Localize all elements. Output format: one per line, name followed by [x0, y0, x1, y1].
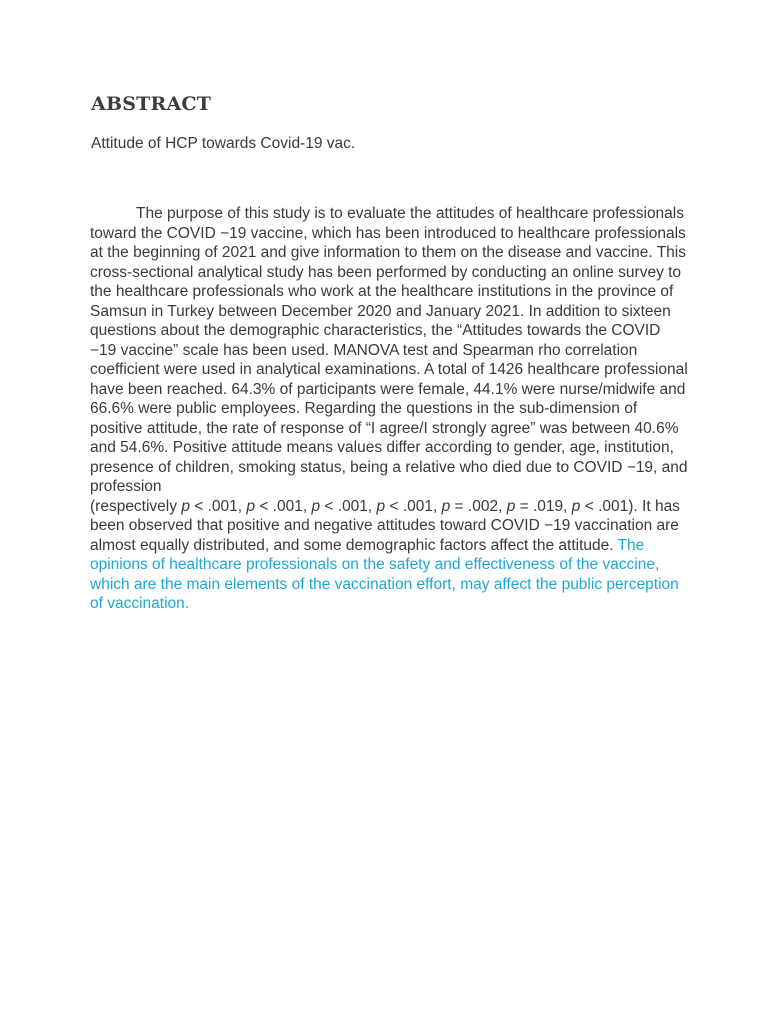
p-letter: p: [441, 497, 451, 515]
p-value-1: < .001,: [189, 497, 247, 515]
p-values-open: (respectively: [90, 497, 182, 515]
highlighted-text: The opinions of healthcare professionals on the safety and effectiveness of the vaccine, which are the main elements of the vaccination effort, may affect the public perception of vaccination.: [90, 536, 679, 612]
p-value-2: < .001,: [255, 497, 312, 515]
abstract-subtitle: Attitude of HCP towards Covid-19 vac.: [91, 135, 356, 152]
main-text: The purpose of this study is to evaluate the attitudes of healthcare professionals toward the COVID −19 vaccine, which has been introduced to healthcare professionals at the beginning of 2021 and give information to them on the disease and vaccine. This cross-sectional analytical study has been performed by conducting an online survey to the healthcare professionals who work at the healthcare institutions in the province of Samsun in Turkey between December 2020 and January 2021. In addition to sixteen questions about the demographic characteristics, the “Attitudes towards the COVID −19 vaccine” scale has been used. MANOVA test and Spearman rho correlation coefficient were used in analytical examinations. A total of 1426 healthcare professional have been reached. 64.3% of participants were female, 44.1% were nurse/midwife and 66.6% were public employees. Regarding the questions in the sub-dimension of positive attitude, the rate of response of “I agree/I strongly agree” was between 40.6% and 54.6%. Positive attitude means values differ according to gender, age, institution, presence of children, smoking status, being a relative who died due to COVID −19, and profession: [90, 205, 688, 495]
abstract-body: [90, 204, 690, 614]
after-text: It has been observed that positive and negative attitudes toward COVID −19 vaccination are almost equally distributed, and some demographic factors affect the attitude.: [90, 497, 680, 554]
p-letter: p: [246, 497, 256, 515]
p-letter: p: [506, 497, 516, 515]
p-value-7: < .001).: [580, 497, 638, 515]
p-value-4: < .001,: [385, 497, 442, 515]
p-value-3: < .001,: [320, 497, 377, 515]
abstract-paragraph: [90, 204, 690, 614]
p-letter: p: [311, 497, 321, 515]
p-value-5: = .002,: [450, 497, 507, 515]
p-letter: p: [376, 497, 386, 515]
p-value-6: = .019,: [515, 497, 572, 515]
p-letter: p: [181, 497, 190, 515]
p-letter: p: [571, 497, 581, 515]
abstract-heading: ABSTRACT: [91, 93, 212, 115]
